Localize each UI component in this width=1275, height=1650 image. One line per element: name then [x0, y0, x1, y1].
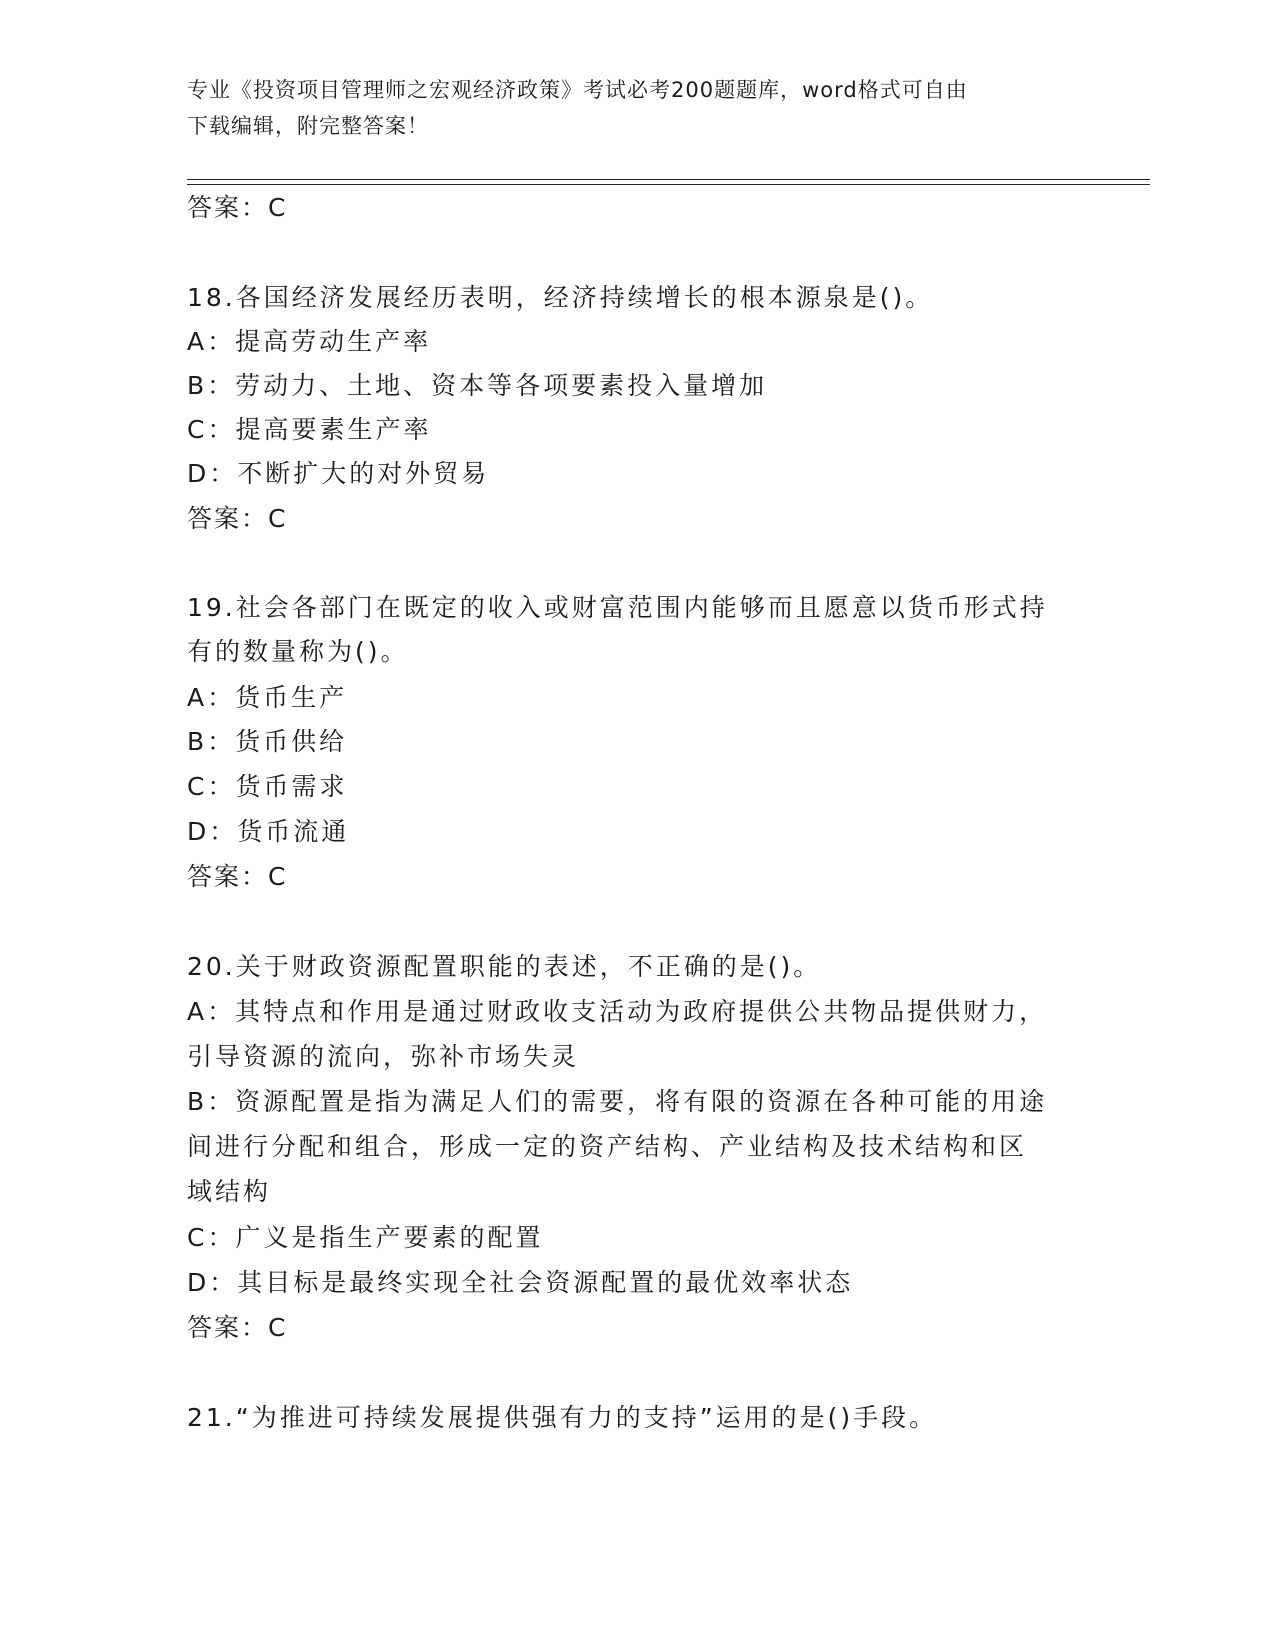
question-20-option-c: C：广义是指生产要素的配置	[187, 1223, 544, 1252]
question-21-stem: 21.“为推进可持续发展提供强有力的支持”运用的是()手段。	[187, 1403, 938, 1432]
question-19-option-d: D：货币流通	[187, 817, 350, 846]
question-18-option-b: B：劳动力、土地、资本等各项要素投入量增加	[187, 371, 768, 400]
question-19-stem-line-2: 有的数量称为()。	[187, 637, 409, 666]
question-19-option-b: B：货币供给	[187, 727, 348, 756]
question-20-option-a-line-1: A：其特点和作用是通过财政收支活动为政府提供公共物品提供财力，	[187, 997, 1048, 1026]
question-19-option-a: A：货币生产	[187, 683, 348, 712]
question-18-stem: 18.各国经济发展经历表明，经济持续增长的根本源泉是()。	[187, 283, 934, 312]
header-line-1: 专业《投资项目管理师之宏观经济政策》考试必考200题题库，word格式可自由	[187, 78, 968, 102]
header-divider-top	[187, 179, 1150, 180]
header-divider-bottom	[187, 184, 1150, 185]
question-18-option-a: A：提高劳动生产率	[187, 327, 432, 356]
question-18-option-c: C：提高要素生产率	[187, 415, 432, 444]
answer-label: 答案：C	[187, 193, 288, 222]
question-20-stem: 20.关于财政资源配置职能的表述，不正确的是()。	[187, 952, 822, 981]
question-19-answer: 答案：C	[187, 862, 288, 891]
question-19-option-c: C：货币需求	[187, 772, 348, 801]
question-18-answer: 答案：C	[187, 504, 288, 533]
question-20-option-b-line-3: 域结构	[187, 1177, 272, 1206]
question-18-option-d: D：不断扩大的对外贸易	[187, 459, 490, 488]
question-20-option-d: D：其目标是最终实现全社会资源配置的最优效率状态	[187, 1268, 854, 1297]
question-20-answer: 答案：C	[187, 1313, 288, 1342]
document-header	[187, 72, 1067, 144]
question-20-option-a-line-2: 引导资源的流向，弥补市场失灵	[187, 1042, 580, 1071]
question-20-option-b-line-2: 间进行分配和组合，形成一定的资产结构、产业结构及技术结构和区	[187, 1132, 1028, 1161]
header-line-2: 下载编辑，附完整答案！	[187, 114, 429, 138]
question-19-stem-line-1: 19.社会各部门在既定的收入或财富范围内能够而且愿意以货币形式持	[187, 593, 1048, 622]
question-20-option-b-line-1: B：资源配置是指为满足人们的需要，将有限的资源在各种可能的用途	[187, 1087, 1048, 1116]
